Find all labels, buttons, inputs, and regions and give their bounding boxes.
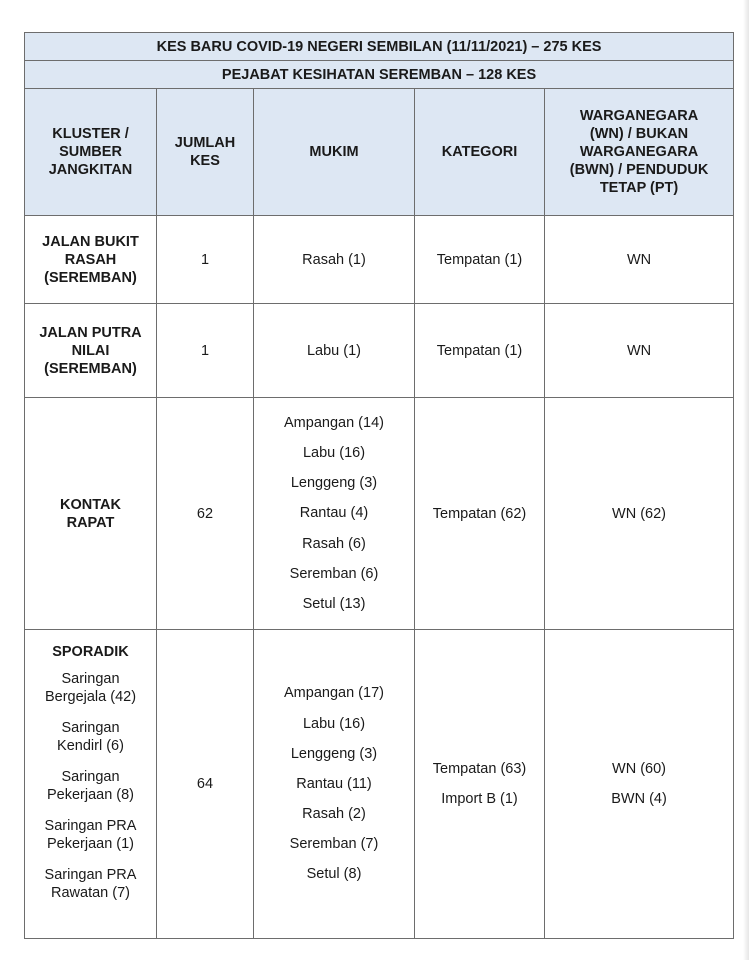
header-kluster: KLUSTER / SUMBER JANGKITAN [25,89,157,216]
mukim-cell: Rasah (1) [254,216,415,304]
mukim-item: Lenggeng (3) [290,745,378,762]
jumlah-cell: 62 [157,398,254,630]
mukim-item: Seremban (6) [289,565,379,582]
mukim-item: Labu (16) [302,445,366,462]
mukim-item: Setul (8) [306,866,362,883]
warga-cell: WN [545,216,734,304]
table-row [25,304,734,398]
sporadik-item: Saringan Kendirl (6) [57,720,124,754]
covid-case-table [24,32,734,939]
mukim-item: Rasah (6) [302,535,366,552]
warga-cell [545,630,734,939]
warga-item: WN (60) [612,760,667,777]
warga-cell: WN [545,304,734,398]
kluster-cell [25,630,157,939]
header-kategori: KATEGORI [415,89,545,216]
kategori-cell: Tempatan (62) [415,398,545,630]
jumlah-cell: 1 [157,304,254,398]
page-edge-shadow [743,0,749,960]
table-row [25,216,734,304]
header-jumlah: JUMLAH KES [157,89,254,216]
table-title: KES BARU COVID-19 NEGERI SEMBILAN (11/11/2021) – 275 KES [25,33,734,61]
sporadik-item: Saringan PRA Pekerjaan (1) [44,818,137,852]
table-row [25,630,734,939]
warga-cell: WN (62) [545,398,734,630]
mukim-cell [254,630,415,939]
mukim-item: Seremban (7) [289,836,379,853]
sporadik-item: Saringan Bergejala (42) [44,671,137,705]
mukim-item: Rasah (2) [302,806,366,823]
table-row [25,398,734,630]
header-row [25,89,734,216]
subtitle-row [25,61,734,89]
sporadik-title: SPORADIK [52,644,129,660]
kategori-item: Tempatan (63) [432,760,527,777]
mukim-item: Rantau (4) [299,505,369,522]
jumlah-cell: 64 [157,630,254,939]
warga-item: BWN (4) [611,791,667,807]
table-subtitle: PEJABAT KESIHATAN SEREMBAN – 128 KES [25,61,734,89]
title-row [25,33,734,61]
mukim-item: Ampangan (14) [284,414,384,431]
kategori-cell [415,630,545,939]
kategori-cell: Tempatan (1) [415,216,545,304]
sporadik-item: Saringan Pekerjaan (8) [46,769,135,803]
mukim-item: Labu (16) [302,715,366,732]
kategori-cell: Tempatan (1) [415,304,545,398]
kluster-cell: JALAN BUKIT RASAH (SEREMBAN) [25,216,157,304]
jumlah-cell: 1 [157,216,254,304]
header-mukim: MUKIM [254,89,415,216]
sporadik-item: Saringan PRA Rawatan (7) [44,867,137,901]
kluster-cell: JALAN PUTRA NILAI (SEREMBAN) [25,304,157,398]
mukim-cell [254,398,415,630]
mukim-item: Lenggeng (3) [290,475,378,492]
mukim-item: Setul (13) [302,595,366,612]
mukim-item: Ampangan (17) [284,685,384,702]
kluster-cell: KONTAK RAPAT [25,398,157,630]
mukim-item: Rantau (11) [296,775,372,792]
mukim-cell: Labu (1) [254,304,415,398]
kategori-item: Import B (1) [441,791,518,807]
header-warga: WARGANEGARA (WN) / BUKAN WARGANEGARA (BWN) / PENDUDUK TETAP (PT) [545,89,734,216]
